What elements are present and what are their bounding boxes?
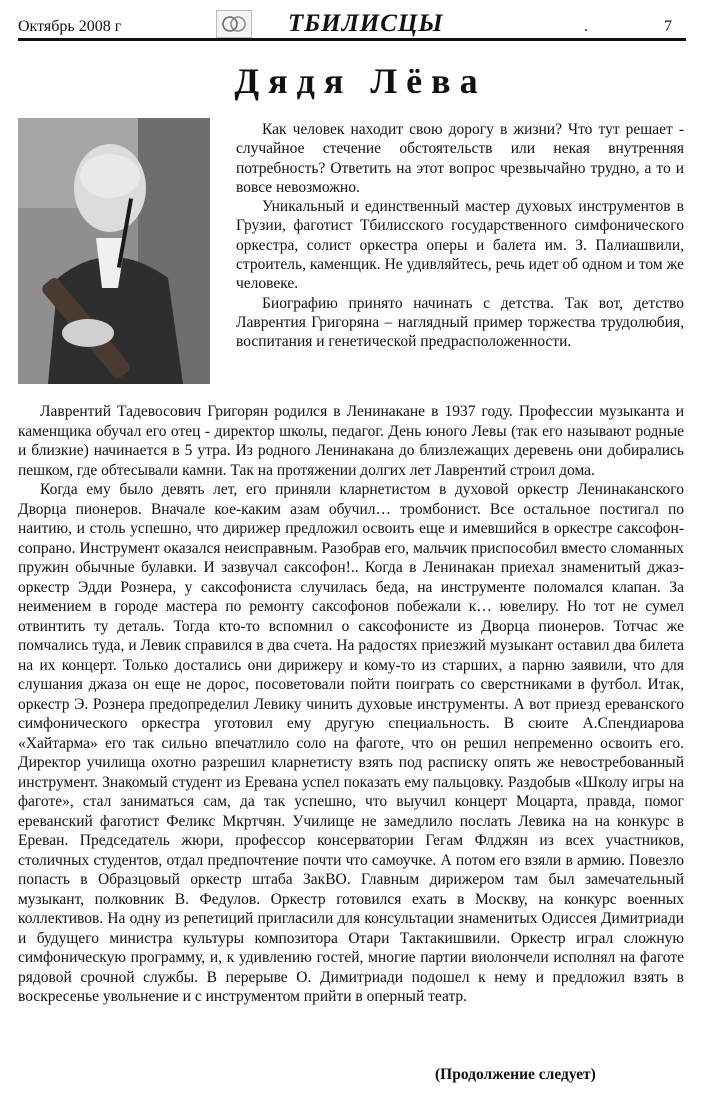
portrait-photo xyxy=(18,118,210,384)
header-rule xyxy=(18,38,686,41)
newspaper-masthead: ТБИЛИСЦЫ xyxy=(288,10,444,37)
page-number: 7 xyxy=(664,18,672,35)
body-paragraph: Лаврентий Тадевосович Григорян родился в Ленинакане в 1937 году. Профессии музыканта и каменщика обучал его отец - директор школы, педагог. День юного Левы (так его называют родные и близкие) начинается в 5 утра. Из родного Ленинакана до близлежащих деревень они добирались пешком, где обтесывали камни. Так на протяжении долгих лет Лаврентий строил дома. xyxy=(18,403,684,479)
header-dot: . xyxy=(584,18,588,35)
to-be-continued: (Продолжение следует) xyxy=(435,1066,596,1083)
intro-paragraph: Уникальный и единственный мастер духовых инструментов в Грузии, фаготист Тбилисского государственного симфонического оркестра, солист оркестра оперы и балета им. З. Палиашвили, строитель, каменщик. Не удивляйтесь, речь идет об одном и том же человеке. xyxy=(236,198,684,293)
intro-paragraph: Как человек находит свою дорогу в жизни? Что тут решает - случайное стечение обстоятельств или некая внутренняя потребность? Ответить на этот вопрос чрезвычайно трудно, а то и вовсе невозможно. xyxy=(236,121,684,196)
publisher-logo xyxy=(216,10,252,38)
article-body xyxy=(18,402,684,1007)
intro-paragraph: Биографию принято начинать с детства. Так вот, детство Лаврентия Григоряна – наглядный пример торжества трудолюбия, воспитания и генетической предрасположенности. xyxy=(236,294,684,351)
issue-date: Октябрь 2008 г xyxy=(18,18,122,35)
page-header xyxy=(18,10,686,40)
article-intro xyxy=(236,120,684,352)
body-paragraph: Когда ему было девять лет, его приняли кларнетистом в духовой оркестр Ленинаканского Дворца пионеров. Вначале кое-каким азам обучил… тромбонист. Все остальное постигал по наитию, и столь успешно, что дирижер предложил освоить еще и имевшийся в оркестре саксофон-сопрано. Инструмент оказался неисправным. Разобрав его, мальчик приспособил вместо сломанных пружин обычные булавки. И зазвучал саксофон!.. Когда в Ленинакан приехал знаменитый джаз-оркестр Эдди Рознера, у саксофониста случилась беда, на инструменте поломался клапан. За неимением в городе мастера по ремонту саксофонов побежали к… ювелиру. Но тот не сумел отвинтить ту деталь. Тогда кто-то вспомнил о саксофонисте из Дворца пионеров. Тотчас же помчались туда, и Левик справился в два счета. На радостях приезжий музыкант оставил два билета на их концерт. Только достались они дирижеру и кому-то из старших, а парню заявили, что для слушания джаза он еще не дорос, посоветовали пойти поиграть со сверстниками в футбол. Итак, оркестр Э. Рознера предопределил Левику чинить духовые инструменты. А вот приезд ереванского симфонического оркестра уготовил ему другую специальность. В сюите А.Спендиарова «Хайтарма» его так сильно впечатлило соло на фаготе, что он решил непременно освоить его. Директор училища охотно разрешил кларнетисту взять под расписку опять же невостребованный инструмент. Знакомый студент из Еревана успел показать ему пальцовку. Раздобыв «Школу игры на фаготе», стал заниматься сам, да так успешно, что выучил концерт Моцарта, правда, помог ереванский фаготист Феликс Мкртчян. Училище не замедлило послать Левика на на конкурс в Ереван. Председатель жюри, профессор консерватории Гегам Флджян из всех участников, столичных студентов, отдал предпочтение почти что самоучке. А потом его взяли в армию. Повезло попасть в Образцовый оркестр штаба ЗакВО. Главным дирижером там был замечательный музыкант, полковник В. Федулов. Оркестр готовился ехать в Москву, на конкурс военных коллективов. На одну из репетиций пригласили для консультации знаменитых Одиссея Димитриади и будущего министра культуры композитора Отари Тактакишвили. Оркестр играл сложную симфоническую программу, и, к удивлению гостей, многие партии виолончели исполнял на фаготе рядовой срочной службы. В перерыве О. Димитриади подошел к нему и предложил взять в воскресенье увольнение и с инструментом прийти в оперный театр. xyxy=(18,481,684,1005)
article-title: Дядя Лёва xyxy=(234,61,487,101)
